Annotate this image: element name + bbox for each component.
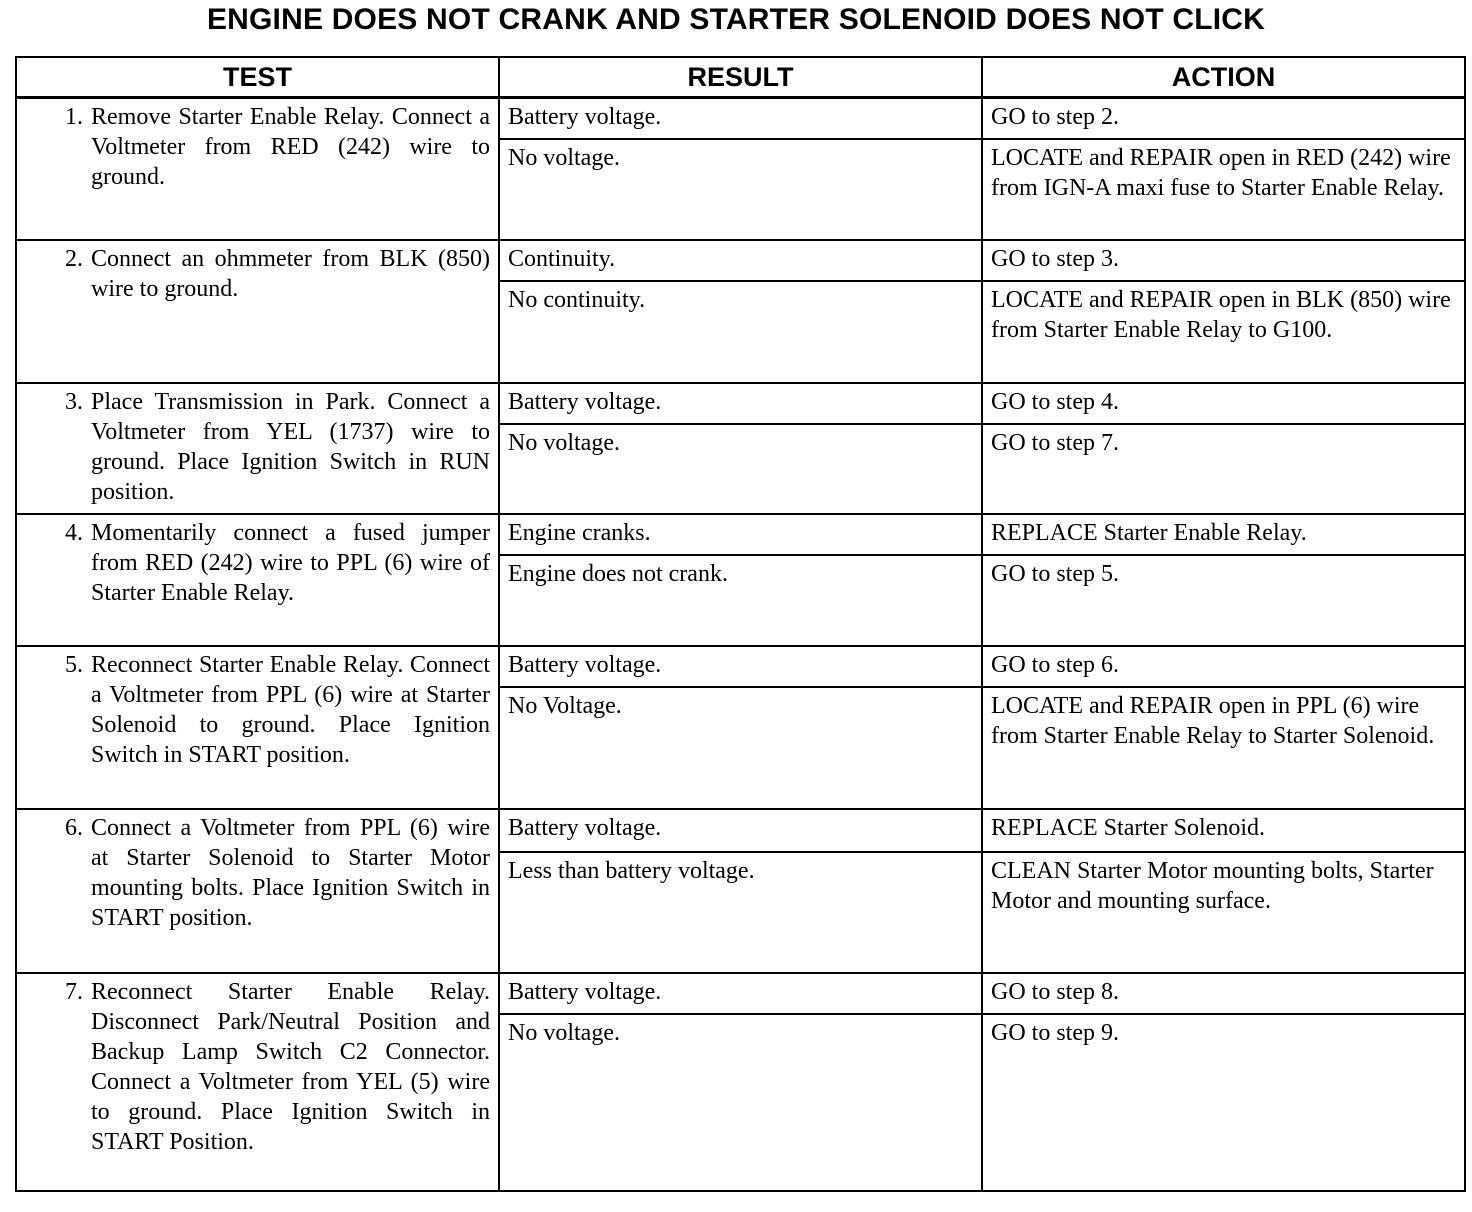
- table-row: [16, 809, 1465, 852]
- action-cell: REPLACE Starter Solenoid.: [982, 809, 1465, 852]
- action-cell: GO to step 6.: [982, 646, 1465, 687]
- test-cell: [16, 646, 499, 809]
- action-cell: GO to step 8.: [982, 973, 1465, 1014]
- step-number: 2.: [65, 245, 83, 272]
- result-cell: No continuity.: [499, 281, 982, 383]
- result-cell: Battery voltage.: [499, 383, 982, 424]
- result-cell: No voltage.: [499, 424, 982, 514]
- result-cell: Battery voltage.: [499, 809, 982, 852]
- test-text: Place Transmission in Park. Connect a Voltmeter from YEL (1737) wire to ground. Place Ignition Switch in RUN position.: [91, 388, 490, 505]
- result-cell: Battery voltage.: [499, 98, 982, 139]
- action-cell: REPLACE Starter Enable Relay.: [982, 514, 1465, 555]
- table-row: [16, 240, 1465, 281]
- test-text: Reconnect Starter Enable Relay. Disconnect Park/Neutral Position and Backup Lamp Switch C2 Connector. Connect a Voltmeter from YEL (5) wire to ground. Place Ignition Switch in START Position.: [91, 978, 490, 1155]
- table-row: [16, 646, 1465, 687]
- step-number: 1.: [65, 104, 83, 130]
- table-row: [16, 383, 1465, 424]
- diagnostic-table: [15, 56, 1466, 1192]
- column-header-action: ACTION: [982, 57, 1465, 98]
- step-number: 7.: [65, 978, 83, 1005]
- test-cell: [16, 383, 499, 514]
- action-cell: GO to step 9.: [982, 1014, 1465, 1191]
- test-cell: [16, 98, 499, 240]
- test-text: Reconnect Starter Enable Relay. Connect a Voltmeter from PPL (6) wire at Starter Solenoid to ground. Place Ignition Switch in START position.: [91, 651, 490, 768]
- action-cell: GO to step 7.: [982, 424, 1465, 514]
- step-number: 6.: [65, 814, 83, 841]
- test-cell: [16, 973, 499, 1191]
- test-cell: [16, 514, 499, 646]
- column-header-test: TEST: [16, 57, 499, 98]
- action-cell: LOCATE and REPAIR open in RED (242) wire from IGN-A maxi fuse to Starter Enable Relay.: [982, 139, 1465, 240]
- action-cell: LOCATE and REPAIR open in PPL (6) wire from Starter Enable Relay to Starter Solenoid.: [982, 687, 1465, 809]
- test-text: Connect a Voltmeter from PPL (6) wire at Starter Solenoid to Starter Motor mounting bolts. Place Ignition Switch in START position.: [91, 814, 490, 931]
- test-cell: [16, 809, 499, 973]
- result-cell: No voltage.: [499, 1014, 982, 1191]
- action-cell: GO to step 5.: [982, 555, 1465, 646]
- result-cell: Engine cranks.: [499, 514, 982, 555]
- action-cell: GO to step 4.: [982, 383, 1465, 424]
- header-row: [16, 57, 1465, 98]
- step-number: 3.: [65, 388, 83, 415]
- result-cell: Less than battery voltage.: [499, 852, 982, 973]
- result-cell: Engine does not crank.: [499, 555, 982, 646]
- table-row: [16, 514, 1465, 555]
- step-number: 5.: [65, 651, 83, 678]
- test-text: Momentarily connect a fused jumper from RED (242) wire to PPL (6) wire of Starter Enable Relay.: [91, 519, 490, 606]
- action-cell: GO to step 3.: [982, 240, 1465, 281]
- result-cell: Battery voltage.: [499, 973, 982, 1014]
- result-cell: No Voltage.: [499, 687, 982, 809]
- result-cell: Continuity.: [499, 240, 982, 281]
- result-cell: Battery voltage.: [499, 646, 982, 687]
- column-header-result: RESULT: [499, 57, 982, 98]
- action-cell: CLEAN Starter Motor mounting bolts, Starter Motor and mounting surface.: [982, 852, 1465, 973]
- result-cell: No voltage.: [499, 139, 982, 240]
- test-text: Connect an ohmmeter from BLK (850) wire to ground.: [91, 245, 490, 302]
- action-cell: LOCATE and REPAIR open in BLK (850) wire from Starter Enable Relay to G100.: [982, 281, 1465, 383]
- table-row: [16, 98, 1465, 139]
- test-text: Remove Starter Enable Relay. Connect a Voltmeter from RED (242) wire to ground.: [91, 104, 490, 190]
- action-cell: GO to step 2.: [982, 98, 1465, 139]
- test-cell: [16, 240, 499, 383]
- step-number: 4.: [65, 519, 83, 546]
- table-row: [16, 973, 1465, 1014]
- page-title: ENGINE DOES NOT CRANK AND STARTER SOLENOID DOES NOT CLICK: [206, 3, 1266, 36]
